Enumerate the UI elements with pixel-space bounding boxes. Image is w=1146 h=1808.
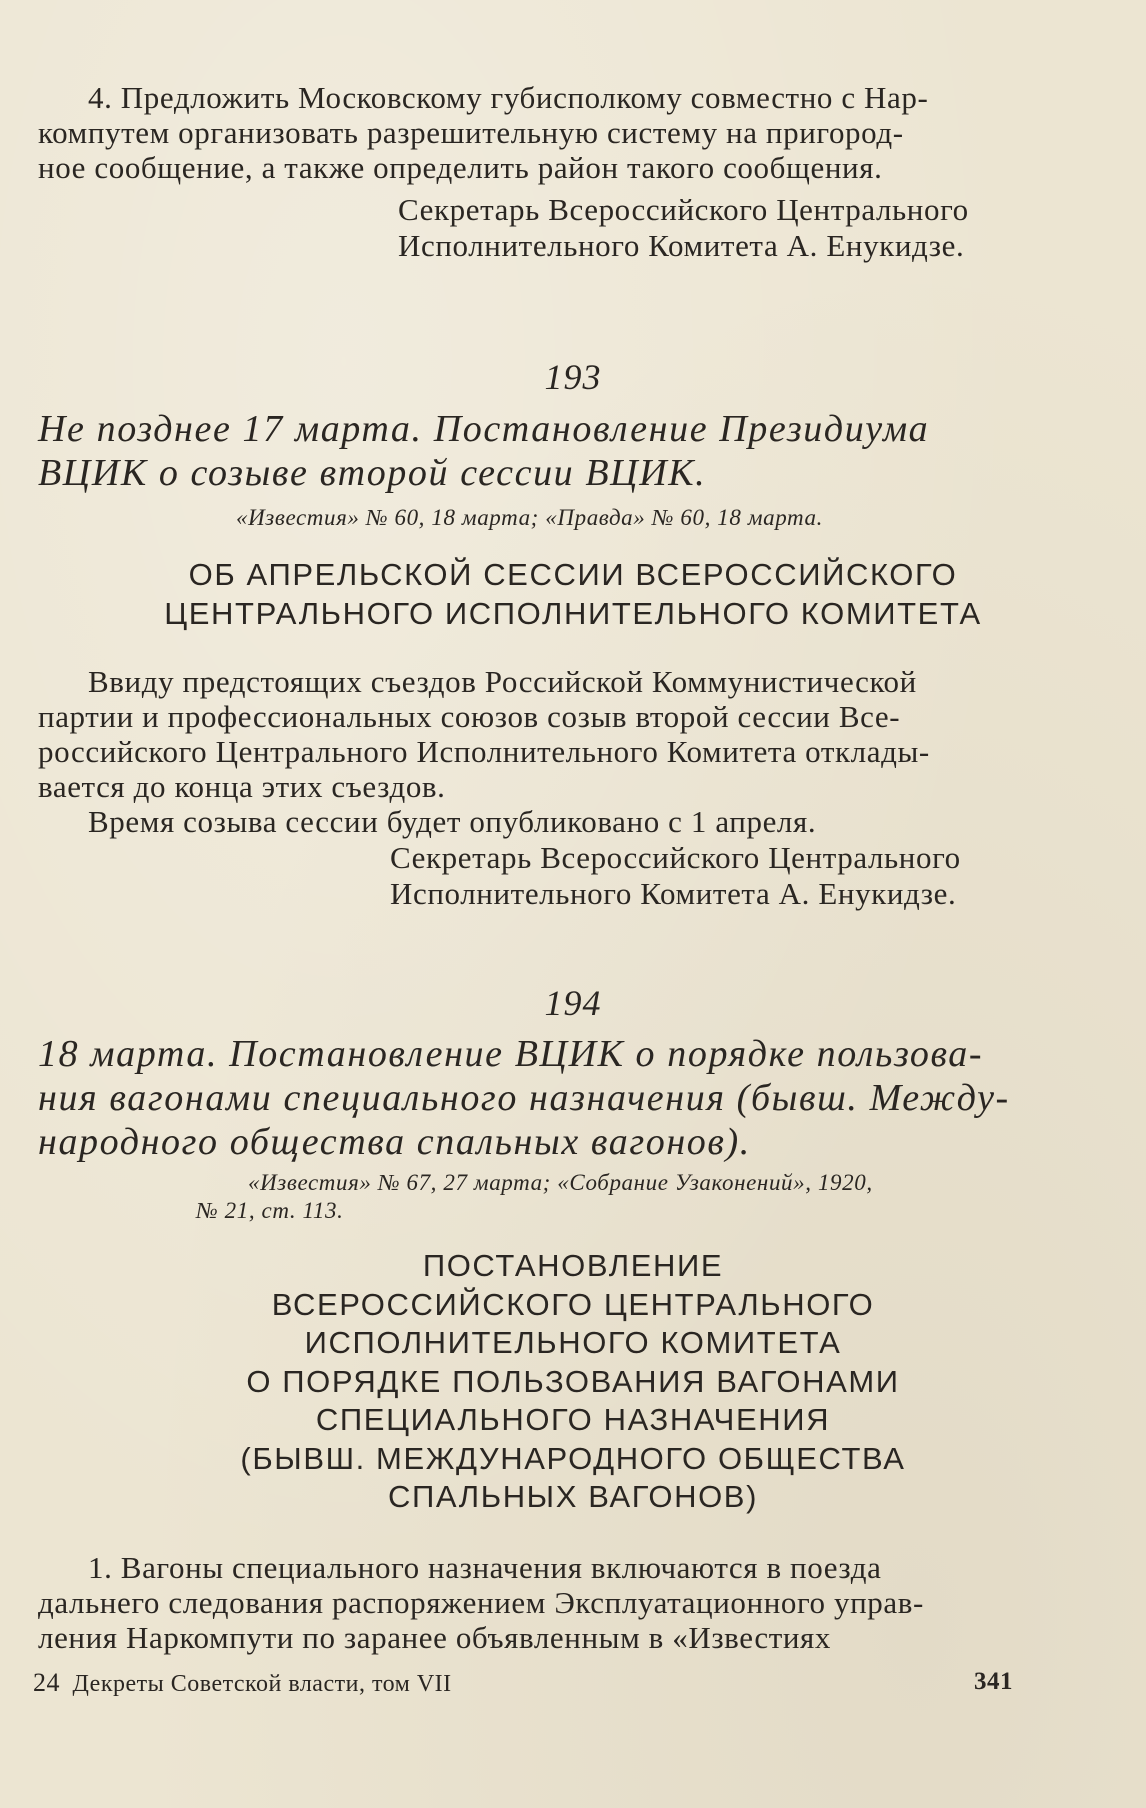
document-title-line: ПОСТАНОВЛЕНИЕ [422, 1248, 724, 1283]
document-title-line: О ПОРЯДКЕ ПОЛЬЗОВАНИЯ ВАГОНАМИ [246, 1364, 900, 1399]
document-number: 194 [544, 983, 602, 1023]
document-title-line: СПАЛЬНЫХ ВАГОНОВ) [387, 1479, 759, 1514]
source-citation: «Известия» № 60, 18 марта; «Правда» № 60, 18 марта. [236, 505, 823, 530]
paragraph-line: Ввиду предстоящих съездов Российской Коммунистической [88, 664, 917, 699]
book-title: Декреты Советской власти, том VII [72, 1671, 452, 1697]
document-title-line: ВСЕРОССИЙСКОГО ЦЕНТРАЛЬНОГО [271, 1287, 875, 1322]
page-footer [33, 1668, 452, 1698]
document-heading-line: Не позднее 17 марта. Постановление Президиума [38, 408, 930, 450]
paragraph-line: ное сообщение, а также определить район такого сообщения. [38, 150, 883, 185]
document-heading-line: ния вагонами специального назначения (бывш. Между- [38, 1077, 1010, 1119]
signature-line: Секретарь Всероссийского Центрального [398, 192, 969, 227]
paragraph-line: компутем организовать разрешительную систему на пригород- [38, 115, 904, 150]
paragraph [38, 664, 1022, 839]
document-heading-line: 18 марта. Постановление ВЦИК о порядке пользова- [38, 1033, 984, 1075]
document-heading-line: народного общества спальных вагонов). [38, 1121, 751, 1163]
signature-line: Исполнительного Комитета А. Енукидзе. [390, 876, 957, 911]
paragraph-line: 4. Предложить Московскому губисполкому совместно с Нар- [88, 80, 929, 115]
paragraph-line: российского Центрального Исполнительного Комитета отклады- [38, 734, 930, 769]
paragraph-line: ления Наркомпути по заранее объявленным в «Известиях [38, 1620, 832, 1655]
document-title-line: ОБ АПРЕЛЬСКОЙ СЕССИИ ВСЕРОССИЙСКОГО [188, 557, 958, 592]
paragraph-line: вается до конца этих съездов. [38, 769, 446, 804]
paragraph [38, 1550, 1022, 1655]
document-title-line: ЦЕНТРАЛЬНОГО ИСПОЛНИТЕЛЬНОГО КОМИТЕТА [164, 596, 982, 631]
signature-mark: 24 [33, 1668, 60, 1697]
document-number: 193 [544, 357, 602, 397]
document-title-line: СПЕЦИАЛЬНОГО НАЗНАЧЕНИЯ [315, 1402, 831, 1437]
source-citation: «Известия» № 67, 27 марта; «Собрание Узаконений», 1920, [248, 1170, 873, 1195]
document-heading-line: ВЦИК о созыве второй сессии ВЦИК. [38, 452, 707, 494]
paragraph-line: дальнего следования распоряжением Эксплуатационного управ- [38, 1585, 924, 1620]
document-title-line: ИСПОЛНИТЕЛЬНОГО КОМИТЕТА [304, 1325, 842, 1360]
document-title-line: (БЫВШ. МЕЖДУНАРОДНОГО ОБЩЕСТВА [240, 1441, 906, 1476]
source-citation: № 21, ст. 113. [196, 1198, 344, 1223]
signature-line: Исполнительного Комитета А. Енукидзе. [398, 228, 965, 263]
top-paragraph [38, 80, 1022, 185]
signature-line: Секретарь Всероссийского Центрального [390, 840, 961, 875]
paragraph-line: Время созыва сессии будет опубликовано с 1 апреля. [88, 804, 817, 839]
paragraph-line: партии и профессиональных союзов созыв второй сессии Все- [38, 699, 901, 734]
paragraph-line: 1. Вагоны специального назначения включаются в поезда [88, 1550, 882, 1585]
page-number: 341 [974, 1668, 1013, 1695]
